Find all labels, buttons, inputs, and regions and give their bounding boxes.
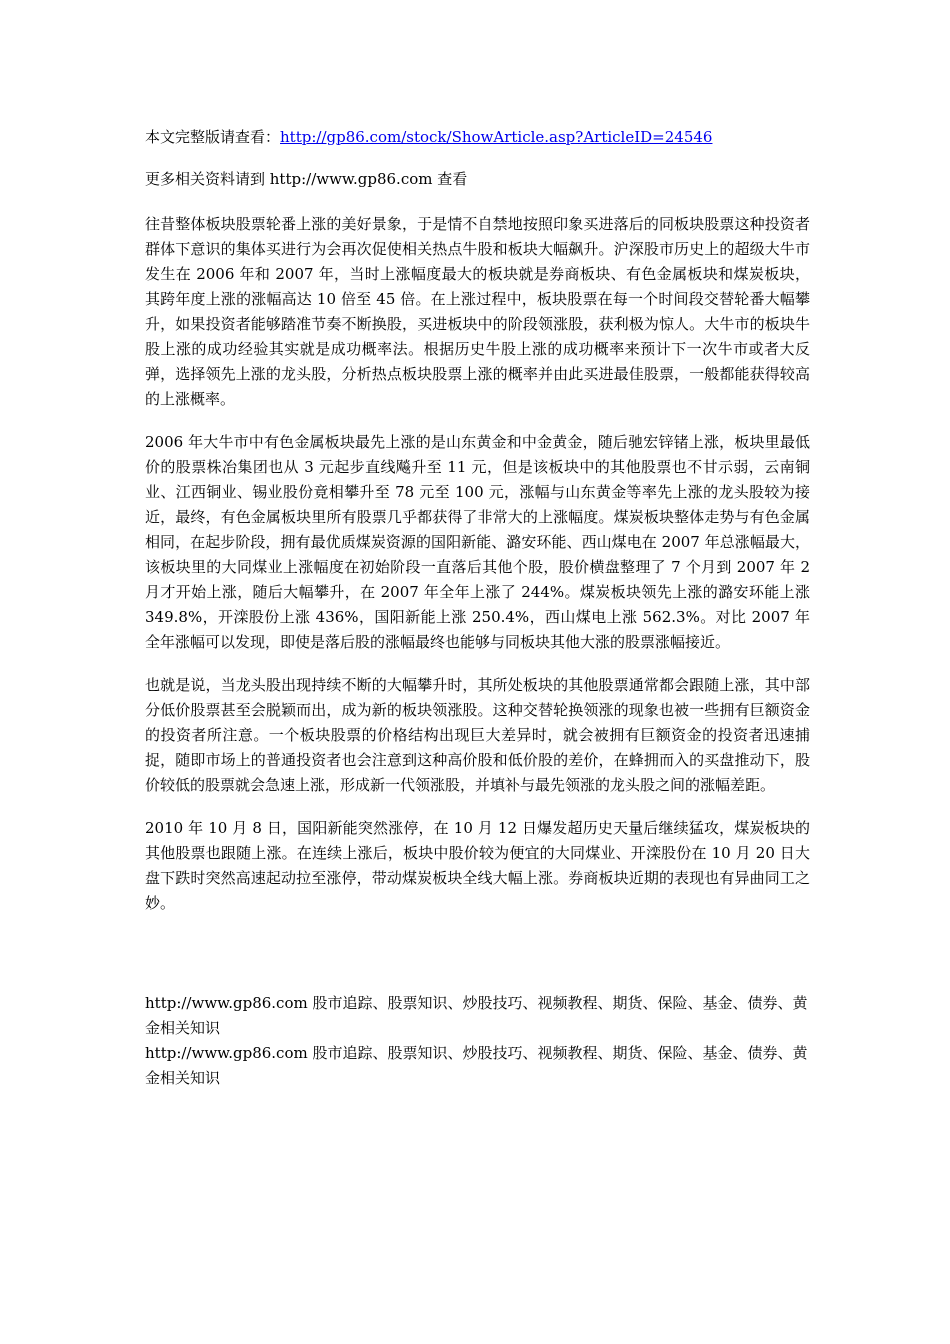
footer-line-1: http://www.gp86.com 股市追踪、股票知识、炒股技巧、视频教程、期货、保险、基金、债券、黄金相关知识 <box>145 994 808 1037</box>
paragraph-1: 往昔整体板块股票轮番上涨的美好景象，于是情不自禁地按照印象买进落后的同板块股票这种投资者群体下意识的集体买进行为会再次促使相关热点牛股和板块大幅飙升。沪深股市历史上的超级大牛市发生在 2006 年和 2007 年，当时上涨幅度最大的板块就是券商板块、有色金属板块和煤炭板块，其跨年度上涨的涨幅高达 10 倍至 45 倍。在上涨过程中，板块股票在每一个时间段交替轮番大幅攀升，如果投资者能够踏准节奏不断换股，买进板块中的阶段领涨股，获利极为惊人。大牛市的板块牛股上涨的成功经验其实就是成功概率法。根据历史牛股上涨的成功概率来预计下一次牛市或者大反弹，选择领先上涨的龙头股，分析热点板块股票上涨的概率并由此买进最佳股票，一般都能获得较高的上涨概率。 <box>145 215 810 408</box>
full-version-prefix: 本文完整版请查看： <box>145 128 281 146</box>
footer-line-2: http://www.gp86.com 股市追踪、股票知识、炒股技巧、视频教程、期货、保险、基金、债券、黄金相关知识 <box>145 1044 808 1087</box>
footer <box>145 991 810 1091</box>
full-version-link[interactable]: http://gp86.com/stock/ShowArticle.asp?ArticleID=24546 <box>280 128 713 146</box>
more-info-line: 更多相关资料请到 http://www.gp86.com 查看 <box>145 170 468 188</box>
paragraph-2: 2006 年大牛市中有色金属板块最先上涨的是山东黄金和中金黄金，随后驰宏锌锗上涨，板块里最低价的股票株冶集团也从 3 元起步直线飚升至 11 元，但是该板块中的其他股票也不甘示弱，云南铜业、江西铜业、锡业股份竟相攀升至 78 元至 100 元，涨幅与山东黄金等率先上涨的龙头股较为接近，最终，有色金属板块里所有股票几乎都获得了非常大的上涨幅度。煤炭板块整体走势与有色金属相同，在起步阶段，拥有最优质煤炭资源的国阳新能、潞安环能、西山煤电在 2007 年总涨幅最大，该板块里的大同煤业上涨幅度在初始阶段一直落后其他个股，股价横盘整理了 7 个月到 2007 年 2 月才开始上涨，随后大幅攀升，在 2007 年全年上涨了 244%。煤炭板块领先上涨的潞安环能上涨 349.8%，开滦股份上涨 436%，国阳新能上涨 250.4%，西山煤电上涨 562.3%。对比 2007 年全年涨幅可以发现，即使是落后股的涨幅最终也能够与同板块其他大涨的股票涨幅接近。 <box>145 433 810 651</box>
full-version-line <box>145 126 810 148</box>
document-page <box>145 126 810 1091</box>
paragraph-3: 也就是说，当龙头股出现持续不断的大幅攀升时，其所处板块的其他股票通常都会跟随上涨，其中部分低价股票甚至会脱颖而出，成为新的板块领涨股。这种交替轮换领涨的现象也被一些拥有巨额资金的投资者所注意。一个板块股票的价格结构出现巨大差异时，就会被拥有巨额资金的投资者迅速捕捉，随即市场上的普通投资者也会注意到这种高价股和低价股的差价，在蜂拥而入的买盘推动下，股价较低的股票就会急速上涨，形成新一代领涨股，并填补与最先领涨的龙头股之间的涨幅差距。 <box>145 676 810 794</box>
paragraph-4: 2010 年 10 月 8 日，国阳新能突然涨停，在 10 月 12 日爆发超历史天量后继续猛攻，煤炭板块的其他股票也跟随上涨。在连续上涨后，板块中股价较为便宜的大同煤业、开滦股份在 10 月 20 日大盘下跌时突然高速起动拉至涨停，带动煤炭板块全线大幅上涨。券商板块近期的表现也有异曲同工之妙。 <box>145 819 810 912</box>
